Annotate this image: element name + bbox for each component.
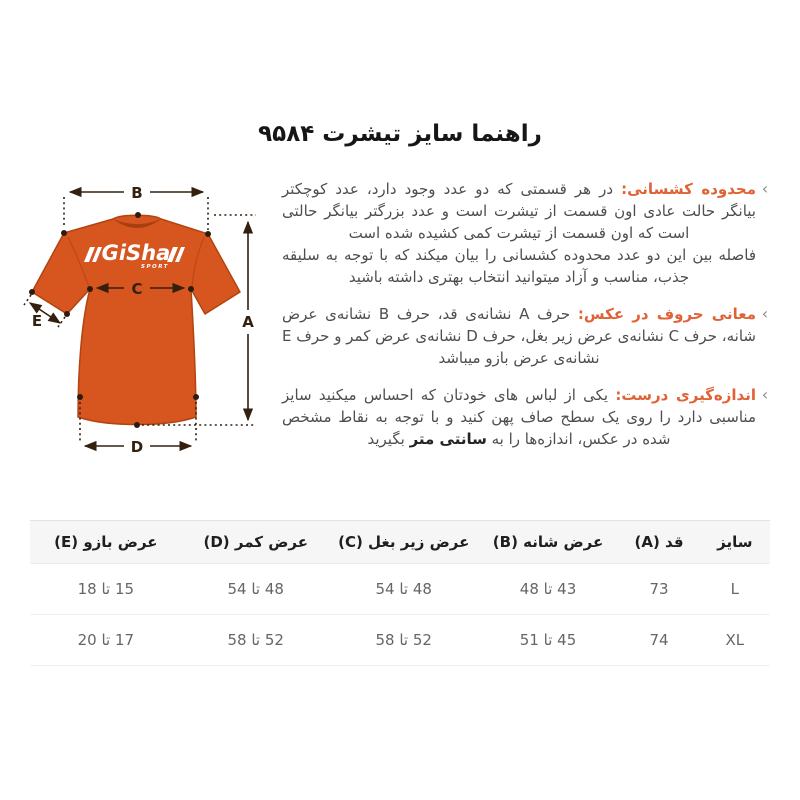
note-body: [282, 303, 756, 369]
notes-section: [282, 176, 774, 470]
cell-height: 74: [618, 615, 699, 666]
cell-size: XL: [700, 615, 770, 666]
logo-subtext: SPORT: [141, 264, 169, 270]
bullet-chevron-icon: ‹: [761, 304, 769, 323]
note-heading: معانی حروف در عکس:: [577, 305, 756, 323]
cell-arm: 17 تا 20: [30, 615, 182, 666]
cell-shoulder: 43 تا 48: [478, 564, 619, 615]
tshirt-diagram-svg: [20, 170, 274, 470]
note-body: [282, 178, 756, 288]
size-table-section: [0, 520, 800, 666]
label-e: E: [31, 312, 43, 330]
note-text: یکی از لباس های خودتان که احساس میکنید سایز مناسبی دارد را روی یک سطح صاف پهن کنید و با توجه به نقاط مشخص شده در عکس، اندازه‌ها را به: [282, 386, 756, 448]
col-header-underarm-c: عرض زیر بغل (C): [330, 521, 478, 564]
size-table: [30, 520, 770, 666]
label-d: D: [130, 438, 144, 456]
label-c: C: [131, 280, 143, 298]
label-b: B: [131, 184, 143, 202]
note-elastic-range: [282, 178, 774, 288]
tshirt-measurement-diagram: [20, 170, 274, 470]
table-row-size-xl: [30, 615, 770, 666]
note-letter-meanings: [282, 303, 774, 369]
bullet-chevron-icon: ‹: [761, 179, 769, 198]
table-header-row: [30, 521, 770, 564]
note-body: [282, 384, 756, 450]
logo-text: GiSha: [101, 241, 171, 265]
cell-waist: 52 تا 58: [182, 615, 330, 666]
note-paragraph: [282, 384, 756, 450]
col-header-size: سایز: [700, 521, 770, 564]
note-text: در هر قسمتی که دو عدد وجود دارد، عدد کوچکتر بیانگر حالت عادی اون قسمت از تیشرت است و عدد بزرگتر بیانگر حالتی است که اون قسمت از تیشرت کمی کشیده شده است: [282, 180, 756, 242]
cell-shoulder: 45 تا 51: [478, 615, 619, 666]
cell-waist: 48 تا 54: [182, 564, 330, 615]
cell-underarm: 52 تا 58: [330, 615, 478, 666]
note-text: حرف A نشانه‌ی قد، حرف B نشانه‌ی عرض شانه، حرف C نشانه‌ی عرض زیر بغل، حرف D نشانه‌ی عرض کمر و حرف E نشانه‌ی عرض بازو میباشد: [282, 305, 756, 367]
col-header-waist-d: عرض کمر (D): [182, 521, 330, 564]
col-header-arm-e: عرض بازو (E): [30, 521, 182, 564]
cell-arm: 15 تا 18: [30, 564, 182, 615]
cell-height: 73: [618, 564, 699, 615]
tshirt-graphic: [32, 215, 240, 424]
note-paragraph: [282, 303, 756, 369]
table-row-size-l: [30, 564, 770, 615]
page-title: راهنما سایز تیشرت ۹۵۸۴: [258, 121, 542, 147]
note-correct-measuring: [282, 384, 774, 450]
col-header-shoulder-b: عرض شانه (B): [478, 521, 619, 564]
cell-size: L: [700, 564, 770, 615]
label-a: A: [242, 313, 254, 331]
note-paragraph: [282, 178, 756, 244]
col-header-height-a: قد (A): [618, 521, 699, 564]
note-text: بگیرید: [367, 430, 405, 448]
note-heading: اندازه‌گیری درست:: [615, 386, 756, 404]
note-bold-word: سانتی متر: [409, 430, 487, 448]
content-row: [0, 176, 800, 470]
cell-underarm: 48 تا 54: [330, 564, 478, 615]
note-paragraph: فاصله بین این دو عدد محدوده کشسانی را بیان میکند که با توجه به سلیقه جذب، مناسب و آزاد میتوانید انتخاب بهتری داشته باشید: [282, 246, 756, 286]
note-heading: محدوده کشسانی:: [621, 180, 756, 198]
bullet-chevron-icon: ‹: [761, 385, 769, 404]
